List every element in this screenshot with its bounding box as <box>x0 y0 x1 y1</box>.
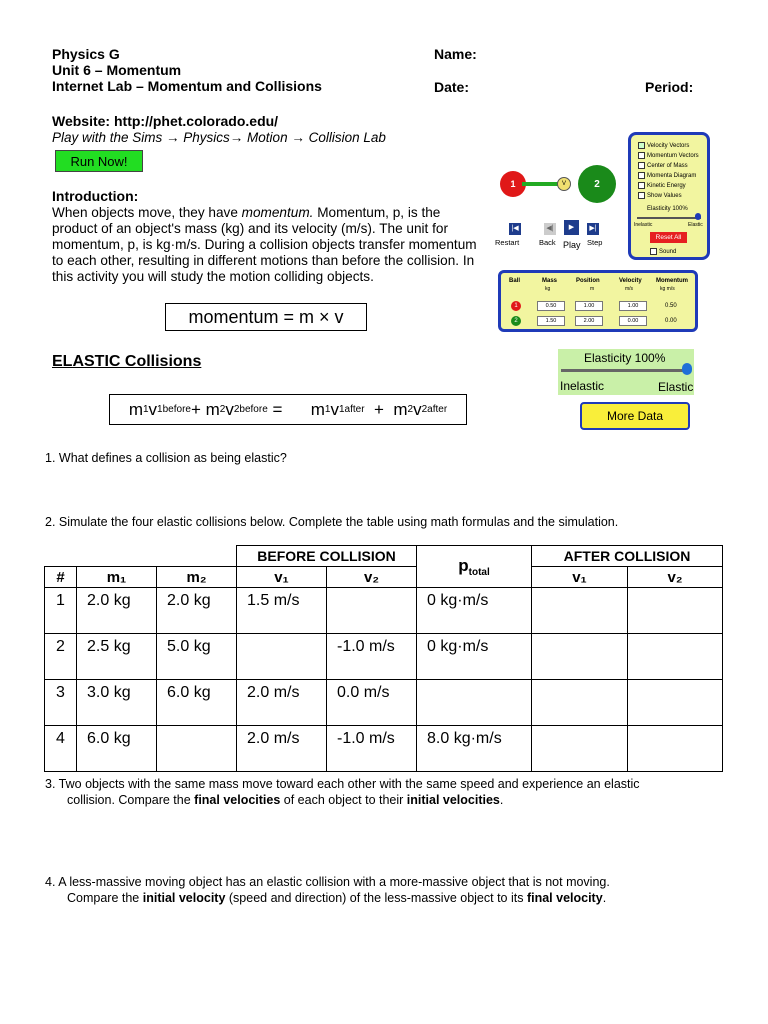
question-2: 2. Simulate the four elastic collisions below. Complete the table using math formulas and the simulation. <box>45 515 619 529</box>
table-row: 3 3.0 kg 6.0 kg 2.0 m/s 0.0 m/s <box>45 680 723 726</box>
restart-label: Restart <box>495 238 520 247</box>
col-v2-before: v₂ <box>327 567 417 588</box>
elasticity-slider-large <box>558 349 694 395</box>
before-collision-header: BEFORE COLLISION <box>237 546 417 567</box>
col-v1-before: v₁ <box>237 567 327 588</box>
sim-controls <box>494 220 614 252</box>
intro-heading: Introduction: <box>52 188 139 204</box>
period-label: Period: <box>645 79 694 95</box>
ball2-momentum: 0.00 <box>665 318 677 324</box>
checkbox-momentum-vectors[interactable]: Momentum Vectors <box>638 152 699 159</box>
intro-text-2: Momentum, p, is the product of an object's mass (kg) and its velocity (m/s). The unit for momentum, p, is kg·m/s. During a collision objects transfer momentum to each other, resulting in different motions than before the collision. In this activity you will study the motion colliding objects. <box>52 205 477 284</box>
data-header-mass: Mass <box>542 278 558 284</box>
checkbox-kinetic-energy[interactable]: Kinetic Energy <box>638 182 686 189</box>
sim-balls <box>500 165 615 210</box>
checkbox-show-values[interactable]: Show Values <box>638 192 682 199</box>
course-title: Physics G <box>52 46 120 62</box>
checkbox-momenta-diagram[interactable]: Momenta Diagram <box>638 172 696 179</box>
ptotal-header: $p_{total}$ <box>417 546 532 588</box>
unit-title: Unit 6 – Momentum <box>52 62 182 78</box>
checkbox-center-of-mass[interactable]: Center of Mass <box>638 162 688 169</box>
back-label: Back <box>539 238 556 247</box>
elasticity-thumb[interactable] <box>695 213 701 220</box>
col-m2: m₂ <box>157 567 237 588</box>
run-now-button[interactable]: Run Now! <box>55 150 143 172</box>
ball2-velocity[interactable]: 0.00 <box>619 316 647 326</box>
ball2-mass[interactable]: 1.50 <box>537 316 565 326</box>
table-row: 4 6.0 kg 2.0 m/s -1.0 m/s 8.0 kg·m/s <box>45 726 723 772</box>
col-m1: m₁ <box>77 567 157 588</box>
name-label: Name: <box>434 46 477 62</box>
intro-paragraph <box>52 205 482 285</box>
intro-emphasis: momentum. <box>241 205 314 220</box>
big-elasticity-thumb[interactable] <box>682 363 692 375</box>
play-label: Play <box>563 240 581 250</box>
col-v2-after: v₂ <box>628 567 723 588</box>
sim-data-table: Ball Mass Position Velocity Momentum kg m m/s kg m/s 1 2 0.50 1.00 1.00 0.50 1.50 2.00 0.00 0.00 <box>498 270 698 332</box>
step-label: Step <box>587 238 603 247</box>
ball2-position[interactable]: 2.00 <box>575 316 603 326</box>
play-icon[interactable]: ▶ <box>564 220 579 235</box>
step-icon[interactable]: ▶| <box>587 223 599 235</box>
data-header-velocity: Velocity <box>619 278 642 284</box>
table-row: 2 2.5 kg 5.0 kg -1.0 m/s 0 kg·m/s <box>45 634 723 680</box>
col-v1-after: v₁ <box>532 567 628 588</box>
inelastic-label: Inelastic <box>634 222 653 228</box>
data-header-momentum: Momentum <box>656 278 688 284</box>
more-data-button[interactable]: More Data <box>580 402 690 430</box>
elastic-label: Elastic <box>688 222 703 228</box>
big-inelastic-label: Inelastic <box>560 379 605 393</box>
momentum-formula: momentum = m × v <box>165 303 367 331</box>
big-elasticity-track[interactable] <box>561 369 689 372</box>
table-row: 1 2.0 kg 2.0 kg 1.5 m/s 0 kg·m/s <box>45 588 723 634</box>
blank-corner <box>45 546 237 567</box>
ball1-position[interactable]: 1.00 <box>575 301 603 311</box>
question-4: 4. A less-massive moving object has an elastic collision with a more-massive object that is not moving. Compare the initial velocity (speed and direction) of the less-massive object to its final velocity. <box>45 875 610 905</box>
back-icon[interactable]: ◀| <box>544 223 556 235</box>
ball-1[interactable]: 1 <box>500 171 526 197</box>
sim-options-panel <box>628 132 710 260</box>
lab-title: Internet Lab – Momentum and Collisions <box>52 78 322 94</box>
intro-text-1: When objects move, they have <box>52 205 242 220</box>
ball1-momentum: 0.50 <box>665 303 677 309</box>
sim-path: Play with the Sims → Physics→ Motion → Collision Lab <box>52 130 386 145</box>
collision-table <box>44 545 723 772</box>
checkbox-velocity-vectors[interactable]: Velocity Vectors <box>638 142 689 149</box>
ball1-mass[interactable]: 0.50 <box>537 301 565 311</box>
question-1: 1. What defines a collision as being elastic? <box>45 451 287 465</box>
velocity-arrow[interactable] <box>522 182 560 186</box>
col-num: # <box>45 567 77 588</box>
velocity-handle[interactable]: V <box>557 177 571 191</box>
date-label: Date: <box>434 79 470 95</box>
elasticity-track[interactable] <box>637 217 701 219</box>
after-collision-header: AFTER COLLISION <box>532 546 723 567</box>
elasticity-label: Elasticity 100% <box>647 206 688 212</box>
data-header-ball: Ball <box>509 278 521 284</box>
checkbox-sound[interactable]: Sound <box>650 248 676 255</box>
big-elastic-label: Elastic <box>658 380 694 394</box>
ball-2[interactable]: 2 <box>578 165 616 203</box>
elastic-equation: m 1 v 1before + m 2 v 2before = m 1 v 1after + m 2 v 2after <box>109 394 467 425</box>
reset-all-button[interactable]: Reset All <box>650 232 687 243</box>
big-elasticity-label: Elasticity 100% <box>584 351 666 365</box>
ball1-velocity[interactable]: 1.00 <box>619 301 647 311</box>
ball-2-icon: 2 <box>511 316 521 326</box>
website-label: Website: http://phet.colorado.edu/ <box>52 113 279 129</box>
header-left <box>52 46 322 94</box>
elastic-heading: ELASTIC Collisions <box>52 353 202 370</box>
question-3: 3. Two objects with the same mass move toward each other with the same speed and experience an elastic collision. Compare the final velocities of each object to their initial velocities. <box>45 777 640 807</box>
ball-1-icon: 1 <box>511 301 521 311</box>
data-header-position: Position <box>576 278 600 284</box>
restart-icon[interactable]: |◀ <box>509 223 521 235</box>
